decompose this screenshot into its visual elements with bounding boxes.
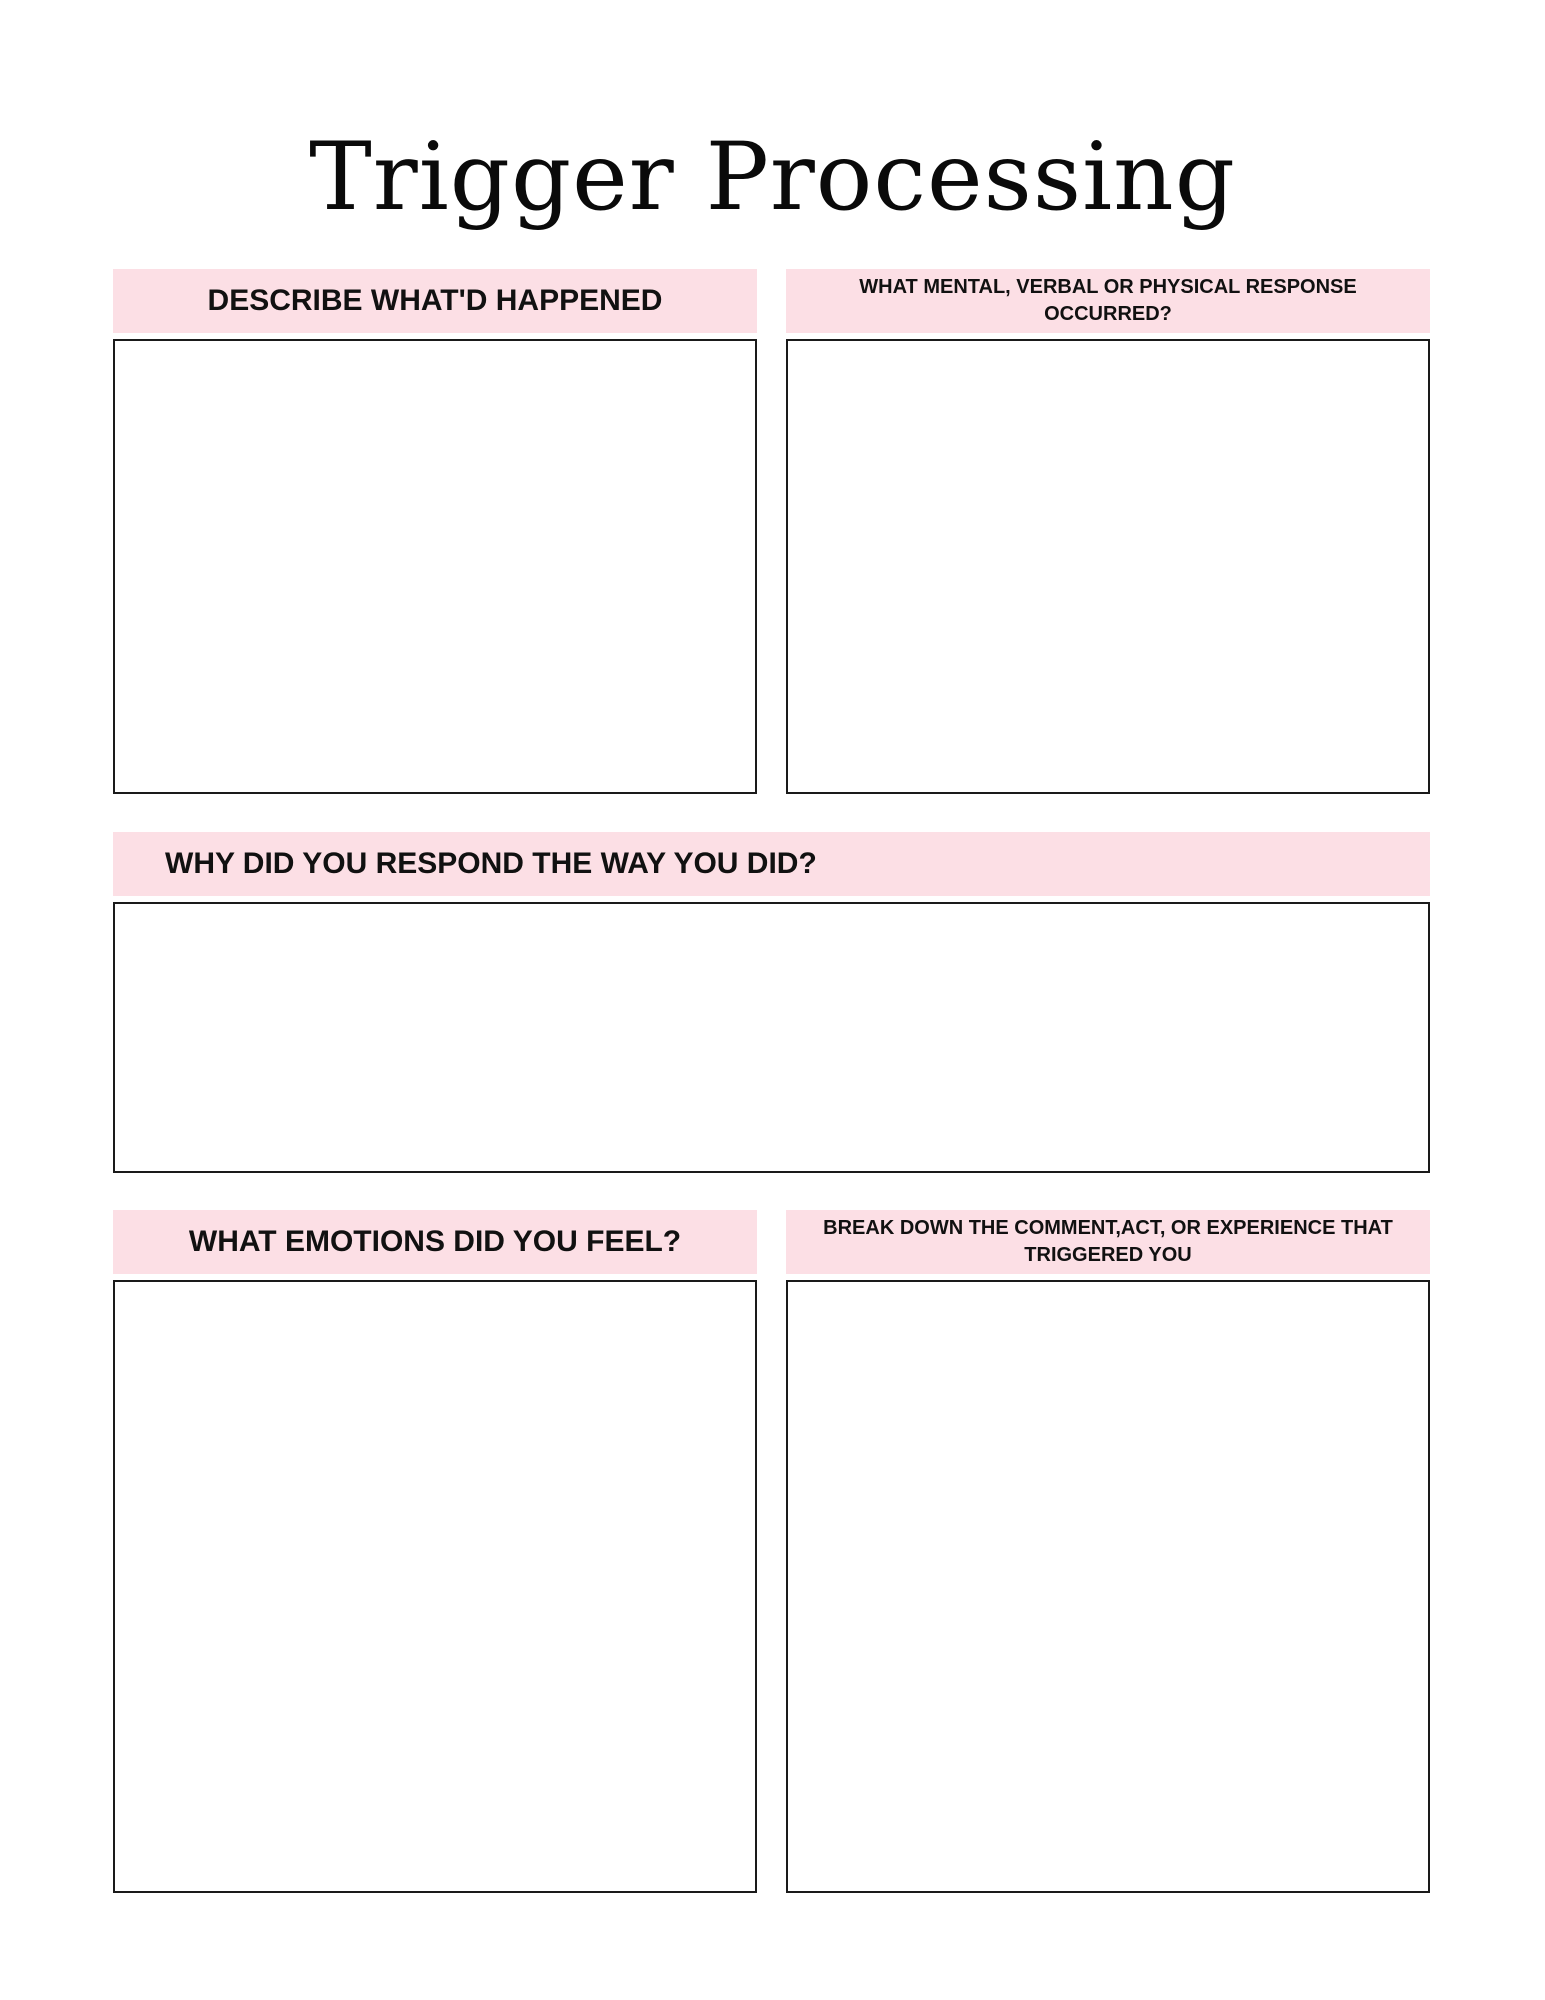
section-label-describe: DESCRIBE WHAT'D HAPPENED [207, 284, 663, 317]
why-answer-box[interactable] [113, 902, 1430, 1173]
describe-answer-box[interactable] [113, 339, 757, 794]
section-header-why [113, 832, 1430, 896]
section-header-emotions [113, 1210, 757, 1274]
section-label-emotions: WHAT EMOTIONS DID YOU FEEL? [188, 1225, 682, 1258]
section-header-describe [113, 269, 757, 333]
breakdown-answer-box[interactable] [786, 1280, 1430, 1893]
section-label-breakdown: BREAK DOWN THE COMMENT,ACT, OR EXPERIENCE THAT TRIGGERED YOU [823, 1217, 1393, 1266]
section-header-response [786, 269, 1430, 333]
emotions-answer-box[interactable] [113, 1280, 757, 1893]
section-header-breakdown [786, 1210, 1430, 1274]
response-answer-box[interactable] [786, 339, 1430, 794]
section-label-response: WHAT MENTAL, VERBAL OR PHYSICAL RESPONSE OCCURRED? [859, 276, 1357, 325]
page-title: Trigger Processing [309, 123, 1236, 232]
section-label-why: WHY DID YOU RESPOND THE WAY YOU DID? [165, 847, 817, 880]
